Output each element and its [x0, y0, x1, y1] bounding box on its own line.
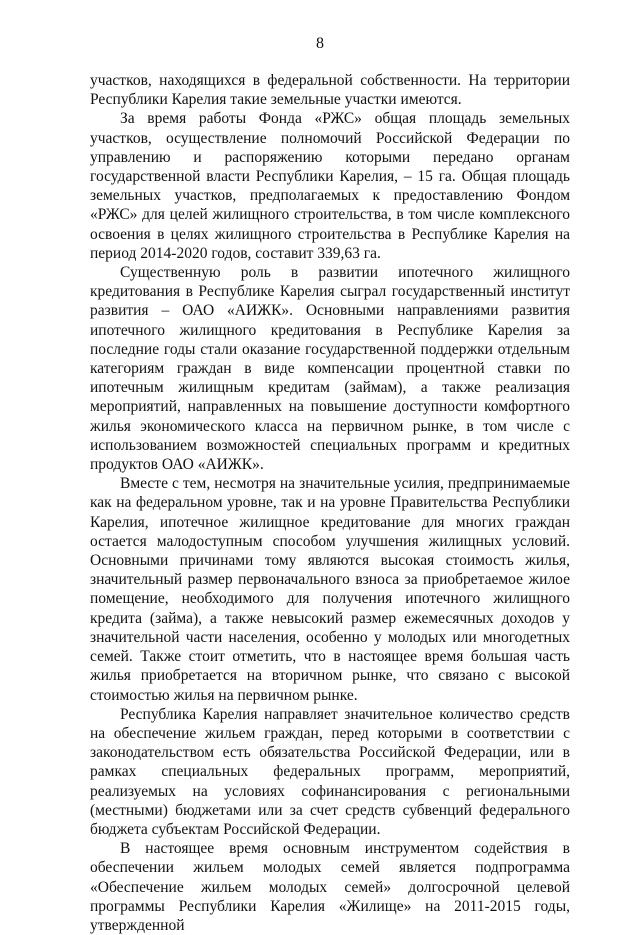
paragraph-young-families: В настоящее время основным инструментом содействия в обеспечении жильем молодых семей является подпрограмма «Обеспечение жильем молодых семей» долгосрочной целевой программы Республики Карелия «Жилище» на 2011-2015 годы, утвержденной: [90, 840, 570, 934]
paragraph-housing-funding: Республика Карелия направляет значительное количество средств на обеспечение жильем граждан, перед которыми в соответствии с законодательством есть обязательства Российской Федерации, или в рамках специальных федеральных программ, мероприятий, реализуемых на условиях софинансирования с региональными (местными) бюджетами или за счет средств субвенций федерального бюджета субъектам Российской Федерации.: [90, 705, 570, 838]
paragraph-land-area: За время работы Фонда «РЖС» общая площадь земельных участков, осуществление полномочий Российской Федерации по управлению и распоряжению которыми передано органам государственной власти Республики Карелия, – 15 га. Общая площадь земельных участков, предполагаемых к предоставлению Фондом «РЖС» для целей жилищного строительства, в том числе комплексного освоения в целях жилищного строительства в Республике Карелия на период 2014-2020 годов, составит 339,63 га.: [90, 110, 570, 262]
paragraph-mortgage-availability: Вместе с тем, несмотря на значительные усилия, предпринимаемые как на федеральном уровне, так и на уровне Правительства Республики Карелия, ипотечное жилищное кредитование для многих граждан остается малодоступным способом улучшения жилищных условий. Основными причинами тому являются высокая стоимость жилья, значительный размер первоначального взноса за приобретаемое жилое помещение, необходимого для получения ипотечного жилищного кредита (займа), а также невысокий размер ежемесячных доходов у значительной части населения, особенно у молодых или многодетных семей. Также стоит отметить, что в настоящее время большая часть жилья приобретается на вторичном рынке, что связано с высокой стоимостью жилья на первичном рынке.: [90, 475, 570, 704]
document-body: [90, 71, 570, 935]
page-number: 8: [316, 35, 324, 52]
paragraph-mortgage-role: Существенную роль в развитии ипотечного жилищного кредитования в Республике Карелия сыграл государственный институт развития – ОАО «АИЖК». Основными направлениями развития ипотечного жилищного кредитования в Республике Карелия за последние годы стали оказание государственной поддержки отдельным категориям граждан в виде компенсации процентной ставки по ипотечным жилищным кредитам (займам), а также реализация мероприятий, направленных на повышение доступности комфортного жилья экономического класса на первичном рынке, в том числе с использованием возможностей специальных программ и кредитных продуктов ОАО «АИЖК».: [90, 264, 570, 474]
paragraph-continued: участков, находящихся в федеральной собственности. На территории Республики Карелия такие земельные участки имеются.: [90, 72, 570, 109]
